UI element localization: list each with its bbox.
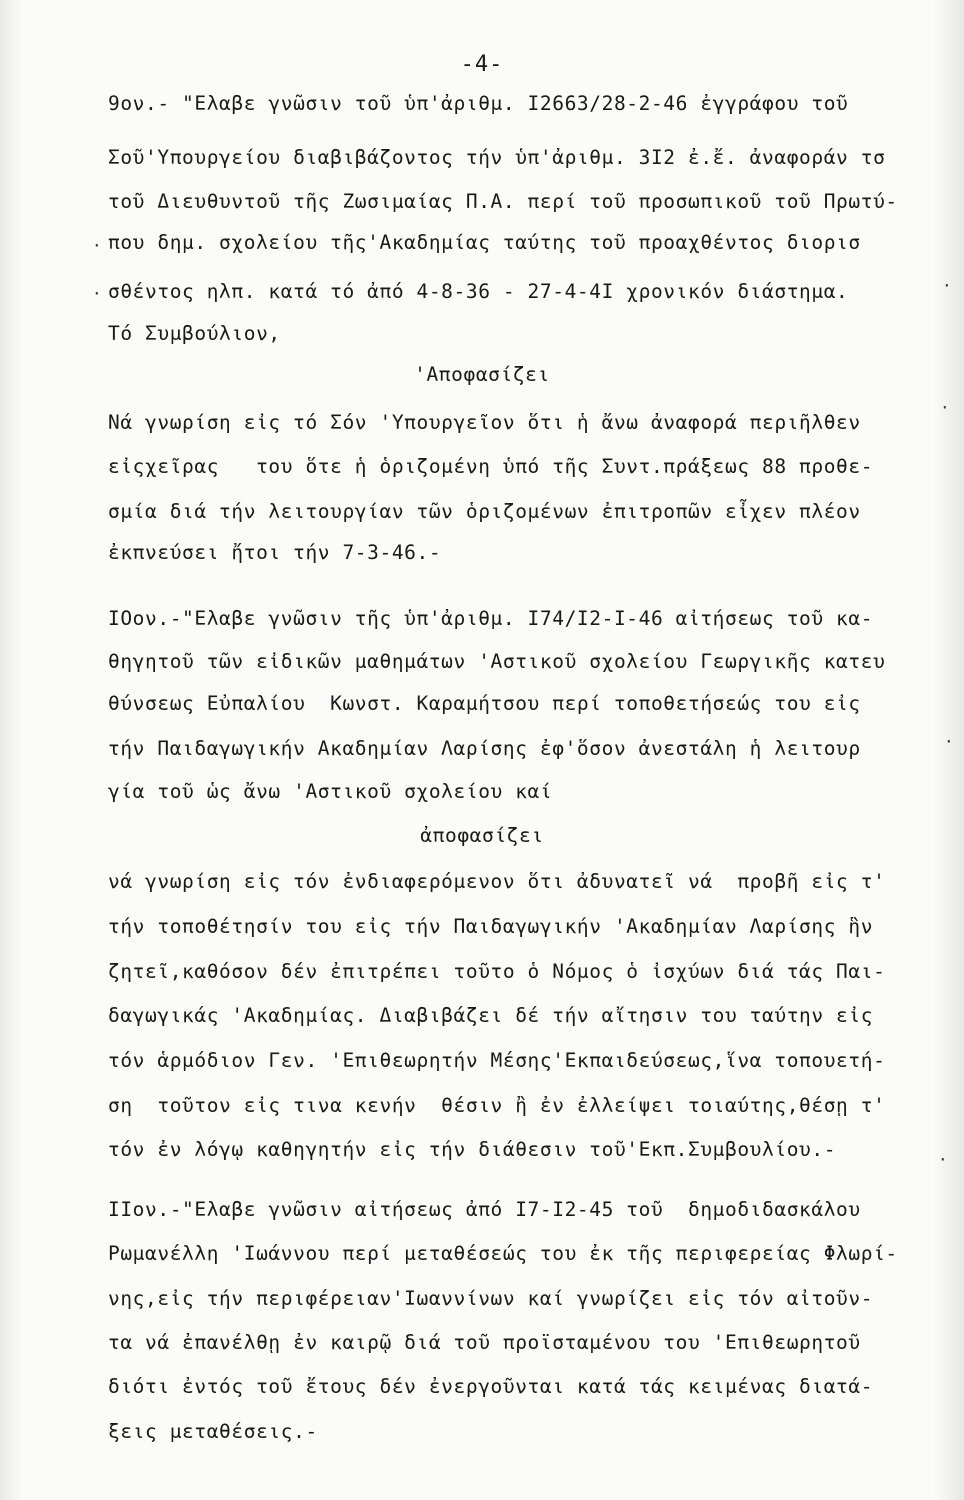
paragraph-9-line-4: που δημ. σχολείου τῆς'Ακαδημίας ταύτης τοῦ προαχθέντος διορισ [108,231,861,254]
paragraph-11-line-1: IIον.-"Ελαβε γνῶσιν αἰτήσεως ἀπό I7-I2-45 τοῦ δημοδιδασκάλου [108,1198,861,1221]
paragraph-10-decision-line-1: νά γνωρίση εἰς τόν ἐνδιαφερόμενον ὅτι ἀδυνατεῖ νά προβῆ εἰς τ' [108,870,886,893]
paragraph-11-line-2: Ρωμανέλλη 'Ιωάννου περί μεταθέσεώς του ἐκ τῆς περιφερείας Φλωρί- [108,1242,898,1265]
paragraph-10-line-4: τήν Παιδαγωγικήν Ακαδημίαν Λαρίσης ἐφ'ὅσον ἀνεστάλη ἡ λειτουρ [108,737,861,760]
page-number: -4- [460,52,504,77]
paragraph-10-decision-heading: ἀποφασίζει [420,824,544,847]
paragraph-9-line-2: Σοῦ'Υπουργείου διαβιβάζοντος τήν ὑπ'ἀριθμ. 3I2 ἐ.ἔ. ἀναφοράν τσ [108,146,886,169]
paragraph-10-decision-line-6: ση τοῦτον εἰς τινα κενήν θέσιν ἢ ἐν ἐλλείψει τοιαύτης,θέσῃ τ' [108,1094,886,1117]
paragraph-10-decision-line-7: τόν ἐν λόγῳ καθηγητήν εἰς τήν διάθεσιν τοῦ'Εκπ.Συμβουλίου.- [108,1138,837,1161]
paragraph-9-line-5: σθέντος ηλπ. κατά τό ἀπό 4-8-36 - 27-4-4I χρονικόν διάστημα. [108,280,849,303]
paragraph-11-line-6: ξεις μεταθέσεις.- [108,1420,318,1443]
paragraph-9-line-6: Τό Συμβούλιον, [108,322,281,345]
paragraph-9-line-1: 9ον.- "Ελαβε γνῶσιν τοῦ ὑπ'ἀριθμ. I2663/28-2-46 ἐγγράφου τοῦ [108,92,849,115]
paragraph-10-line-5: γία τοῦ ὡς ἄνω 'Αστικοῦ σχολείου καί [108,780,553,803]
paragraph-9-decision-line-3: σμία διά τήν λειτουργίαν τῶν ὁριζομένων ἐπιτροπῶν εἶχεν πλέον [108,500,861,523]
paragraph-10-decision-line-3: ζητεῖ,καθόσον δέν ἐπιτρέπει τοῦτο ὁ Νόμος ὁ ἰσχύων διά τάς Παι- [108,960,886,983]
margin-dot-mark: · [942,276,952,295]
paragraph-11-line-3: νης,εἰς τήν περιφέρειαν'Ιωαννίνων καί γνωρίζει εἰς τόν αἰτοῦν- [108,1287,874,1310]
paragraph-10-line-3: θύνσεως Εὐπαλίου Κωνστ. Καραμήτσου περί τοποθετήσεώς του εἰς [108,692,861,715]
paragraph-10-line-2: θηγητοῦ τῶν εἰδικῶν μαθημάτων 'Αστικοῦ σχολείου Γεωργικῆς κατευ [108,650,886,673]
paragraph-10-decision-line-4: δαγωγικάς 'Ακαδημίας. Διαβιβάζει δέ τήν αἴτησιν του ταύτην εἰς [108,1004,874,1027]
margin-dot-mark: · [940,398,950,417]
margin-dot-mark: · [938,1150,948,1169]
paragraph-9-decision-line-4: ἐκπνεύσει ἤτοι τήν 7-3-46.- [108,541,442,564]
paragraph-9-decision-heading: 'Αποφασίζει [414,363,550,386]
margin-dot-mark: · [944,732,954,751]
paragraph-11-line-4: τα νά ἐπανέλθῃ ἐν καιρῷ διά τοῦ προϊσταμένου του 'Επιθεωρητοῦ [108,1331,861,1354]
page-left-edge [0,0,22,1500]
paragraph-10-decision-line-2: τήν τοποθέτησίν του εἰς τήν Παιδαγωγικήν 'Ακαδημίαν Λαρίσης ἣν [108,915,874,938]
paragraph-10-line-1: IΟον.-"Ελαβε γνῶσιν τῆς ὑπ'ἀριθμ. I74/I2-I-46 αἰτήσεως τοῦ κα- [108,607,874,630]
margin-dot-mark: · [92,236,102,255]
paragraph-11-line-5: διότι ἐντός τοῦ ἔτους δέν ἐνεργοῦνται κατά τάς κειμένας διατά- [108,1375,874,1398]
paragraph-10-decision-line-5: τόν ἁρμόδιον Γεν. 'Επιθεωρητήν Μέσης'Εκπαιδεύσεως,ἵνα τοπουετή- [108,1049,886,1072]
margin-dot-mark: · [92,284,102,303]
paragraph-9-decision-line-2: εἰςχεῖρας του ὅτε ἡ ὁριζομένη ὑπό τῆς Συντ.πράξεως 88 προθε- [108,455,874,478]
paragraph-9-line-3: τοῦ Διευθυντοῦ τῆς Ζωσιμαίας Π.Α. περί τοῦ προσωπικοῦ τοῦ Πρωτύ- [108,190,898,213]
paragraph-9-decision-line-1: Νά γνωρίση εἰς τό Σόν 'Υπουργεῖον ὅτι ἡ ἄνω ἀναφορά περιῆλθεν [108,411,861,434]
